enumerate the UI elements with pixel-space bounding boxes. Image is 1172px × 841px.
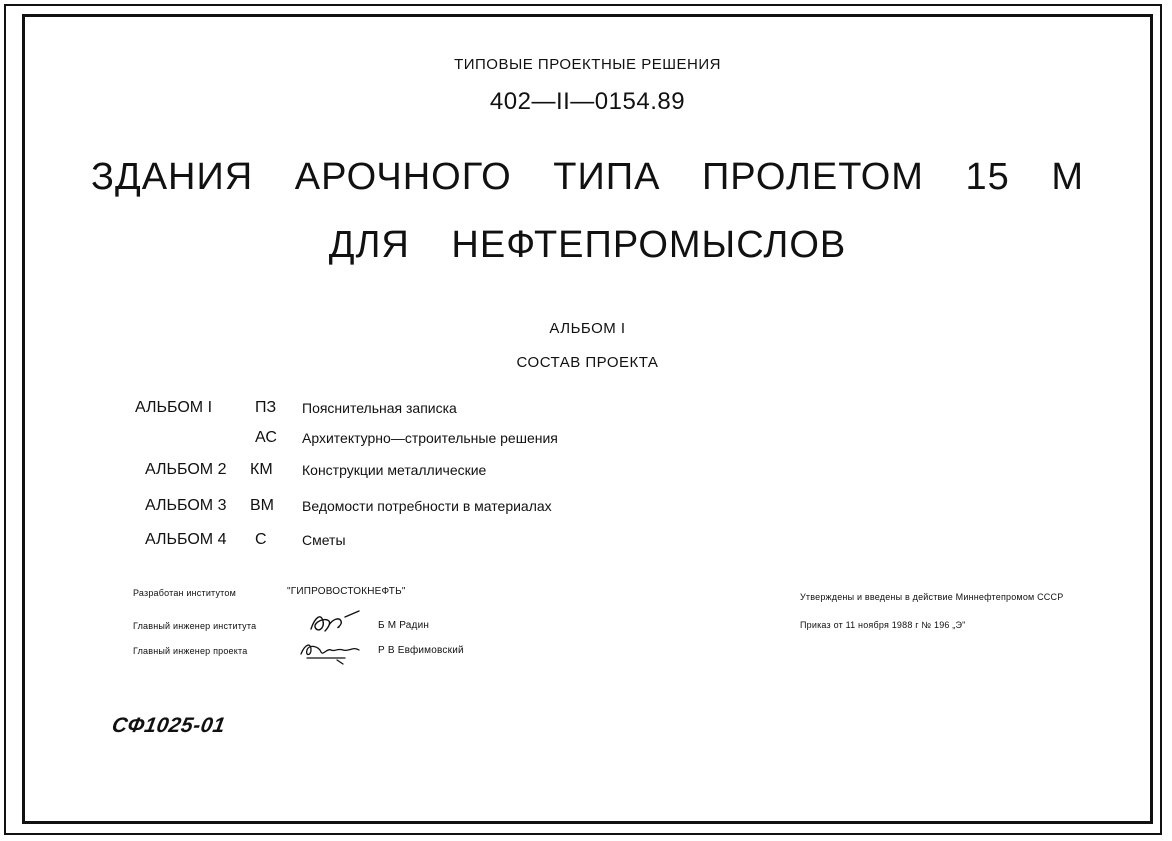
institute-name: "ГИПРОВОСТОКНЕФТЬ" — [287, 586, 406, 597]
contents-code: ВМ — [250, 497, 274, 514]
approval-line-1: Утверждены и введены в действие Миннефтепромом СССР — [800, 592, 1064, 602]
chief-engineer-institute-name: Б М Радин — [378, 620, 430, 631]
archive-code: СФ1025-01 — [110, 714, 228, 737]
contents-code: ПЗ — [255, 399, 277, 416]
contents-description: Ведомости потребности в материалах — [302, 498, 552, 514]
current-album-label: АЛЬБОМ I — [549, 320, 626, 337]
contents-code: КМ — [250, 461, 273, 478]
approval-line-2: Приказ от 11 ноября 1988 г № 196 „Э" — [800, 620, 966, 630]
contents-code: АС — [255, 429, 277, 446]
title-line-2: ДЛЯ НЕФТЕПРОМЫСЛОВ — [328, 224, 847, 266]
contents-description: Конструкции металлические — [302, 462, 487, 478]
contents-album: АЛЬБОМ I — [135, 399, 213, 416]
developed-label: Разработан институтом — [133, 588, 236, 598]
signature-radin-icon — [305, 607, 365, 637]
contents-description: Сметы — [302, 532, 346, 548]
title-line-1: ЗДАНИЯ АРОЧНОГО ТИПА ПРОЛЕТОМ 15 М — [91, 156, 1084, 198]
contents-album: АЛЬБОМ 3 — [145, 497, 227, 514]
signature-evfimovsky-icon — [297, 636, 367, 666]
contents-album: АЛЬБОМ 4 — [145, 531, 227, 548]
chief-engineer-project-label: Главный инженер проекта — [133, 646, 248, 656]
chief-engineer-project-name: Р В Евфимовский — [378, 645, 464, 656]
contents-code: С — [255, 531, 267, 548]
contents-description: Пояснительная записка — [302, 400, 457, 416]
contents-title: СОСТАВ ПРОЕКТА — [516, 354, 659, 371]
document-number: 402—II—0154.89 — [489, 88, 686, 115]
chief-engineer-institute-label: Главный инженер института — [133, 621, 257, 631]
series-label: ТИПОВЫЕ ПРОЕКТНЫЕ РЕШЕНИЯ — [454, 56, 721, 73]
inner-frame — [22, 14, 1153, 824]
contents-description: Архитектурно—строительные решения — [302, 430, 558, 446]
contents-album: АЛЬБОМ 2 — [145, 461, 227, 478]
